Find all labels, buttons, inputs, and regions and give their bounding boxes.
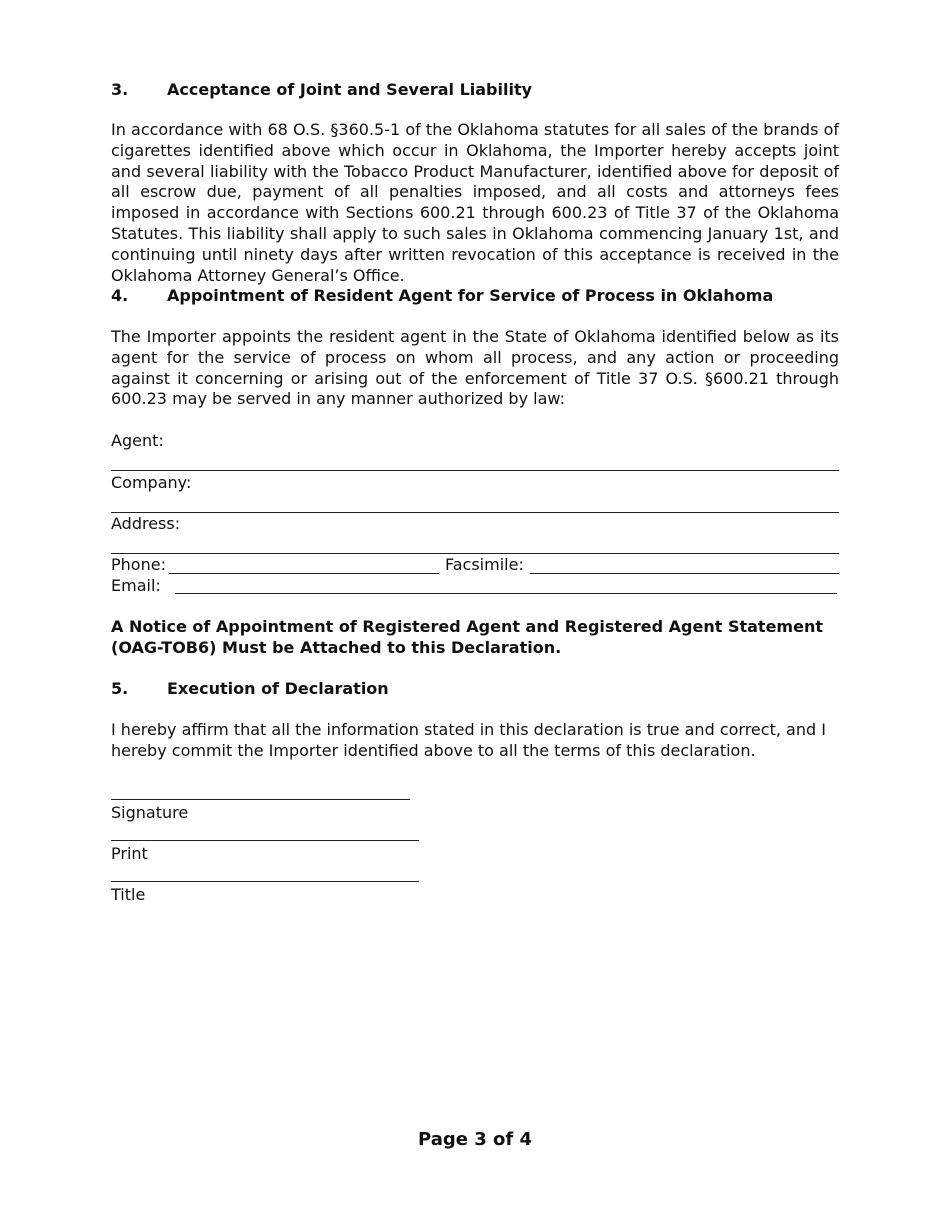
address-line[interactable] bbox=[111, 553, 839, 554]
section-4-number: 4. bbox=[111, 286, 129, 305]
company-line[interactable] bbox=[111, 512, 839, 513]
section-5-body: I hereby affirm that all the information stated in this declaration is true and correct, and I hereby commit the Importer identified above to all the terms of this declaration. bbox=[111, 720, 826, 760]
section-4-heading bbox=[111, 286, 773, 305]
section-4-body: The Importer appoints the resident agent in the State of Oklahoma identified below as its agent for the service of process on whom all process, and any action or proceeding against it concerning or arising out of the enforcement of Title 37 O.S. §600.21 through 600.23 may be served in any manner authorized by law: bbox=[111, 327, 839, 409]
phone-line[interactable] bbox=[169, 573, 439, 574]
agent-line[interactable] bbox=[111, 470, 839, 471]
section-5-number: 5. bbox=[111, 679, 129, 698]
section-3-title: Acceptance of Joint and Several Liability bbox=[167, 80, 533, 99]
title-line[interactable] bbox=[111, 881, 419, 882]
page-number: Page 3 of 4 bbox=[418, 1129, 532, 1150]
agent-label: Agent: bbox=[111, 431, 164, 450]
section-3-heading bbox=[111, 80, 532, 99]
address-label: Address: bbox=[111, 514, 181, 533]
section-5-heading bbox=[111, 679, 389, 698]
title-label: Title bbox=[111, 885, 146, 904]
section-3-number: 3. bbox=[111, 80, 129, 99]
print-line[interactable] bbox=[111, 840, 419, 841]
section-5-title: Execution of Declaration bbox=[167, 679, 389, 698]
section-4-title: Appointment of Resident Agent for Service of Process in Oklahoma bbox=[167, 286, 774, 305]
signature-label: Signature bbox=[111, 803, 189, 822]
email-label: Email: bbox=[111, 576, 161, 595]
signature-line[interactable] bbox=[111, 799, 410, 800]
facsimile-line[interactable] bbox=[530, 573, 839, 574]
document-page bbox=[111, 0, 839, 1230]
email-line[interactable] bbox=[175, 593, 837, 594]
print-label: Print bbox=[111, 844, 148, 863]
company-label: Company: bbox=[111, 473, 192, 492]
phone-label: Phone: bbox=[111, 555, 166, 574]
registered-agent-notice: A Notice of Appointment of Registered Agent and Registered Agent Statement (OAG-TOB6) Must be Attached to this Declaration. bbox=[111, 617, 823, 657]
facsimile-label: Facsimile: bbox=[445, 555, 524, 574]
section-3-body: In accordance with 68 O.S. §360.5-1 of the Oklahoma statutes for all sales of the brands of cigarettes identified above which occur in Oklahoma, the Importer hereby accepts joint and several liability with the Tobacco Product Manufacturer, identified above for deposit of all escrow due, payment of all penalties imposed, and all costs and attorneys fees imposed in accordance with Sections 600.21 through 600.23 of Title 37 of the Oklahoma Statutes. This liability shall apply to such sales in Oklahoma commencing January 1st, and continuing until ninety days after written revocation of this acceptance is received in the Oklahoma Attorney General’s Office. bbox=[111, 120, 839, 285]
